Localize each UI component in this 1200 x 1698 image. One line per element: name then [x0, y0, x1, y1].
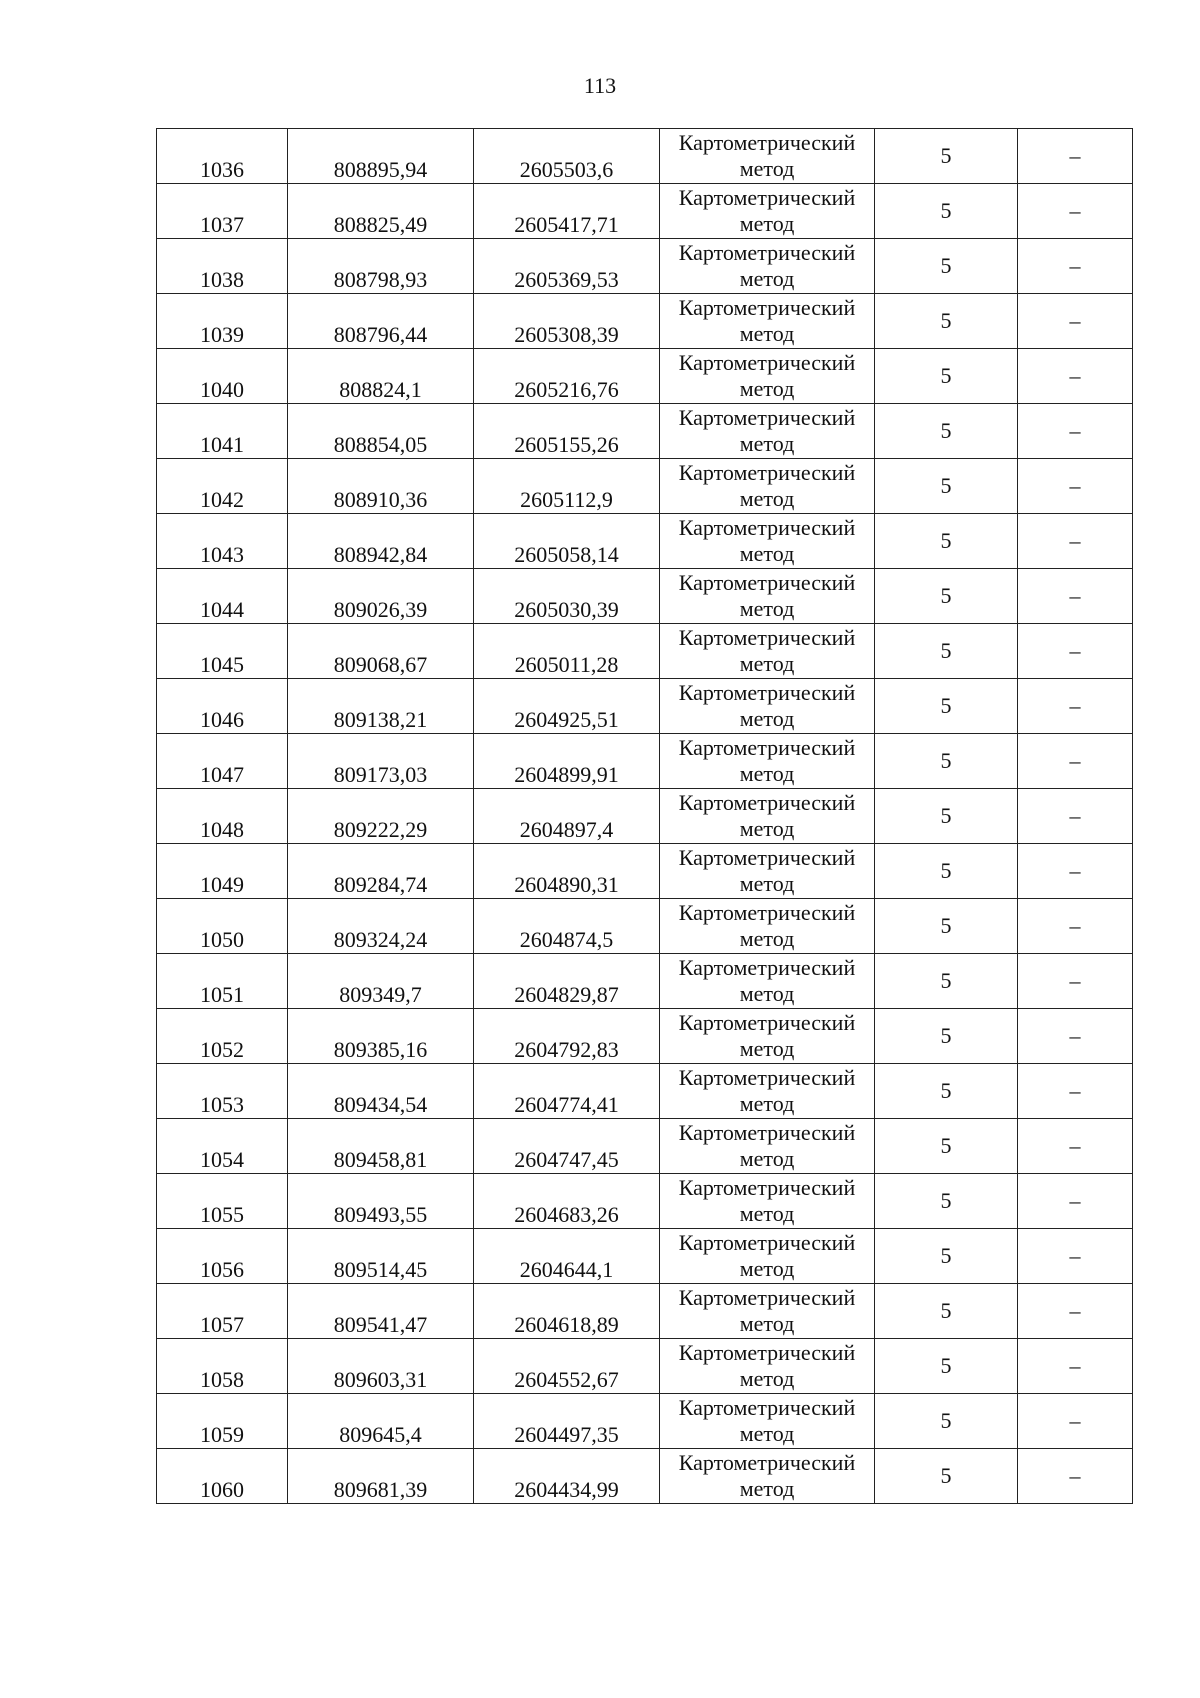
- method-cell: Картометрический метод: [660, 514, 875, 569]
- point-number-cell: 1049: [157, 844, 288, 899]
- y-coordinate-cell: 2605216,76: [474, 349, 660, 404]
- note-cell: –: [1018, 1449, 1133, 1504]
- accuracy-cell: 5: [875, 1394, 1018, 1449]
- table-row: [157, 459, 1133, 514]
- table-row: [157, 1009, 1133, 1064]
- method-cell: Картометрический метод: [660, 954, 875, 1009]
- accuracy-cell: 5: [875, 459, 1018, 514]
- note-cell: –: [1018, 294, 1133, 349]
- x-coordinate-cell: 808942,84: [288, 514, 474, 569]
- note-cell: –: [1018, 789, 1133, 844]
- point-number-cell: 1059: [157, 1394, 288, 1449]
- x-coordinate-cell: 808798,93: [288, 239, 474, 294]
- note-cell: –: [1018, 1339, 1133, 1394]
- x-coordinate-cell: 808910,36: [288, 459, 474, 514]
- x-coordinate-cell: 809434,54: [288, 1064, 474, 1119]
- method-cell: Картометрический метод: [660, 569, 875, 624]
- method-cell: Картометрический метод: [660, 1339, 875, 1394]
- accuracy-cell: 5: [875, 624, 1018, 679]
- point-number-cell: 1055: [157, 1174, 288, 1229]
- note-cell: –: [1018, 734, 1133, 789]
- x-coordinate-cell: 808825,49: [288, 184, 474, 239]
- y-coordinate-cell: 2604434,99: [474, 1449, 660, 1504]
- table-row: [157, 1394, 1133, 1449]
- note-cell: –: [1018, 1174, 1133, 1229]
- table-row: [157, 1119, 1133, 1174]
- note-cell: –: [1018, 514, 1133, 569]
- y-coordinate-cell: 2605369,53: [474, 239, 660, 294]
- point-number-cell: 1056: [157, 1229, 288, 1284]
- table-row: [157, 1339, 1133, 1394]
- method-cell: Картометрический метод: [660, 789, 875, 844]
- y-coordinate-cell: 2605308,39: [474, 294, 660, 349]
- note-cell: –: [1018, 184, 1133, 239]
- x-coordinate-cell: 809493,55: [288, 1174, 474, 1229]
- y-coordinate-cell: 2604792,83: [474, 1009, 660, 1064]
- x-coordinate-cell: 809349,7: [288, 954, 474, 1009]
- accuracy-cell: 5: [875, 789, 1018, 844]
- accuracy-cell: 5: [875, 294, 1018, 349]
- method-cell: Картометрический метод: [660, 349, 875, 404]
- table-row: [157, 1174, 1133, 1229]
- note-cell: –: [1018, 899, 1133, 954]
- table-row: [157, 624, 1133, 679]
- method-cell: Картометрический метод: [660, 404, 875, 459]
- y-coordinate-cell: 2605058,14: [474, 514, 660, 569]
- y-coordinate-cell: 2604899,91: [474, 734, 660, 789]
- y-coordinate-cell: 2604683,26: [474, 1174, 660, 1229]
- x-coordinate-cell: 809541,47: [288, 1284, 474, 1339]
- note-cell: –: [1018, 1229, 1133, 1284]
- y-coordinate-cell: 2604552,67: [474, 1339, 660, 1394]
- point-number-cell: 1047: [157, 734, 288, 789]
- x-coordinate-cell: 809514,45: [288, 1229, 474, 1284]
- note-cell: –: [1018, 844, 1133, 899]
- accuracy-cell: 5: [875, 184, 1018, 239]
- table-row: [157, 129, 1133, 184]
- point-number-cell: 1060: [157, 1449, 288, 1504]
- note-cell: –: [1018, 954, 1133, 1009]
- table-row: [157, 294, 1133, 349]
- y-coordinate-cell: 2604897,4: [474, 789, 660, 844]
- method-cell: Картометрический метод: [660, 294, 875, 349]
- table-row: [157, 789, 1133, 844]
- point-number-cell: 1052: [157, 1009, 288, 1064]
- method-cell: Картометрический метод: [660, 459, 875, 514]
- point-number-cell: 1036: [157, 129, 288, 184]
- point-number-cell: 1040: [157, 349, 288, 404]
- point-number-cell: 1048: [157, 789, 288, 844]
- table-row: [157, 349, 1133, 404]
- note-cell: –: [1018, 129, 1133, 184]
- method-cell: Картометрический метод: [660, 624, 875, 679]
- point-number-cell: 1050: [157, 899, 288, 954]
- y-coordinate-cell: 2605030,39: [474, 569, 660, 624]
- accuracy-cell: 5: [875, 349, 1018, 404]
- note-cell: –: [1018, 624, 1133, 679]
- y-coordinate-cell: 2604747,45: [474, 1119, 660, 1174]
- x-coordinate-cell: 809645,4: [288, 1394, 474, 1449]
- table-row: [157, 514, 1133, 569]
- point-number-cell: 1039: [157, 294, 288, 349]
- note-cell: –: [1018, 1064, 1133, 1119]
- y-coordinate-cell: 2604890,31: [474, 844, 660, 899]
- point-number-cell: 1058: [157, 1339, 288, 1394]
- method-cell: Картометрический метод: [660, 734, 875, 789]
- x-coordinate-cell: 809222,29: [288, 789, 474, 844]
- table-row: [157, 404, 1133, 459]
- y-coordinate-cell: 2604644,1: [474, 1229, 660, 1284]
- y-coordinate-cell: 2605112,9: [474, 459, 660, 514]
- coordinates-table: [156, 128, 1133, 1504]
- accuracy-cell: 5: [875, 1229, 1018, 1284]
- accuracy-cell: 5: [875, 404, 1018, 459]
- page-number: 113: [583, 73, 617, 98]
- x-coordinate-cell: 809026,39: [288, 569, 474, 624]
- point-number-cell: 1046: [157, 679, 288, 734]
- note-cell: –: [1018, 1119, 1133, 1174]
- table-row: [157, 734, 1133, 789]
- accuracy-cell: 5: [875, 844, 1018, 899]
- note-cell: –: [1018, 349, 1133, 404]
- table-row: [157, 1229, 1133, 1284]
- point-number-cell: 1054: [157, 1119, 288, 1174]
- method-cell: Картометрический метод: [660, 1119, 875, 1174]
- accuracy-cell: 5: [875, 1284, 1018, 1339]
- x-coordinate-cell: 808824,1: [288, 349, 474, 404]
- y-coordinate-cell: 2605503,6: [474, 129, 660, 184]
- y-coordinate-cell: 2604497,35: [474, 1394, 660, 1449]
- y-coordinate-cell: 2605417,71: [474, 184, 660, 239]
- accuracy-cell: 5: [875, 569, 1018, 624]
- y-coordinate-cell: 2605155,26: [474, 404, 660, 459]
- table-row: [157, 899, 1133, 954]
- method-cell: Картометрический метод: [660, 1229, 875, 1284]
- accuracy-cell: 5: [875, 1009, 1018, 1064]
- x-coordinate-cell: 809068,67: [288, 624, 474, 679]
- method-cell: Картометрический метод: [660, 129, 875, 184]
- method-cell: Картометрический метод: [660, 184, 875, 239]
- x-coordinate-cell: 809681,39: [288, 1449, 474, 1504]
- note-cell: –: [1018, 679, 1133, 734]
- accuracy-cell: 5: [875, 1119, 1018, 1174]
- coordinates-table-body: [157, 129, 1133, 1504]
- point-number-cell: 1044: [157, 569, 288, 624]
- point-number-cell: 1037: [157, 184, 288, 239]
- y-coordinate-cell: 2604618,89: [474, 1284, 660, 1339]
- accuracy-cell: 5: [875, 239, 1018, 294]
- accuracy-cell: 5: [875, 679, 1018, 734]
- y-coordinate-cell: 2604774,41: [474, 1064, 660, 1119]
- table-row: [157, 954, 1133, 1009]
- x-coordinate-cell: 808895,94: [288, 129, 474, 184]
- x-coordinate-cell: 809284,74: [288, 844, 474, 899]
- table-row: [157, 844, 1133, 899]
- point-number-cell: 1042: [157, 459, 288, 514]
- accuracy-cell: 5: [875, 1449, 1018, 1504]
- point-number-cell: 1057: [157, 1284, 288, 1339]
- x-coordinate-cell: 808854,05: [288, 404, 474, 459]
- table-row: [157, 1449, 1133, 1504]
- accuracy-cell: 5: [875, 129, 1018, 184]
- y-coordinate-cell: 2604874,5: [474, 899, 660, 954]
- x-coordinate-cell: 809603,31: [288, 1339, 474, 1394]
- method-cell: Картометрический метод: [660, 1009, 875, 1064]
- note-cell: –: [1018, 404, 1133, 459]
- table-row: [157, 1284, 1133, 1339]
- point-number-cell: 1043: [157, 514, 288, 569]
- y-coordinate-cell: 2604925,51: [474, 679, 660, 734]
- accuracy-cell: 5: [875, 1174, 1018, 1229]
- accuracy-cell: 5: [875, 514, 1018, 569]
- point-number-cell: 1041: [157, 404, 288, 459]
- table-row: [157, 569, 1133, 624]
- method-cell: Картометрический метод: [660, 1174, 875, 1229]
- table-row: [157, 1064, 1133, 1119]
- x-coordinate-cell: 809324,24: [288, 899, 474, 954]
- table-row: [157, 679, 1133, 734]
- point-number-cell: 1053: [157, 1064, 288, 1119]
- x-coordinate-cell: 809173,03: [288, 734, 474, 789]
- accuracy-cell: 5: [875, 734, 1018, 789]
- x-coordinate-cell: 808796,44: [288, 294, 474, 349]
- table-row: [157, 239, 1133, 294]
- method-cell: Картометрический метод: [660, 1284, 875, 1339]
- y-coordinate-cell: 2605011,28: [474, 624, 660, 679]
- accuracy-cell: 5: [875, 1339, 1018, 1394]
- note-cell: –: [1018, 1009, 1133, 1064]
- method-cell: Картометрический метод: [660, 239, 875, 294]
- method-cell: Картометрический метод: [660, 1449, 875, 1504]
- note-cell: –: [1018, 239, 1133, 294]
- note-cell: –: [1018, 569, 1133, 624]
- point-number-cell: 1038: [157, 239, 288, 294]
- accuracy-cell: 5: [875, 899, 1018, 954]
- note-cell: –: [1018, 459, 1133, 514]
- table-row: [157, 184, 1133, 239]
- note-cell: –: [1018, 1284, 1133, 1339]
- x-coordinate-cell: 809458,81: [288, 1119, 474, 1174]
- point-number-cell: 1045: [157, 624, 288, 679]
- point-number-cell: 1051: [157, 954, 288, 1009]
- accuracy-cell: 5: [875, 954, 1018, 1009]
- method-cell: Картометрический метод: [660, 1064, 875, 1119]
- y-coordinate-cell: 2604829,87: [474, 954, 660, 1009]
- method-cell: Картометрический метод: [660, 899, 875, 954]
- method-cell: Картометрический метод: [660, 679, 875, 734]
- accuracy-cell: 5: [875, 1064, 1018, 1119]
- note-cell: –: [1018, 1394, 1133, 1449]
- method-cell: Картометрический метод: [660, 1394, 875, 1449]
- x-coordinate-cell: 809138,21: [288, 679, 474, 734]
- method-cell: Картометрический метод: [660, 844, 875, 899]
- x-coordinate-cell: 809385,16: [288, 1009, 474, 1064]
